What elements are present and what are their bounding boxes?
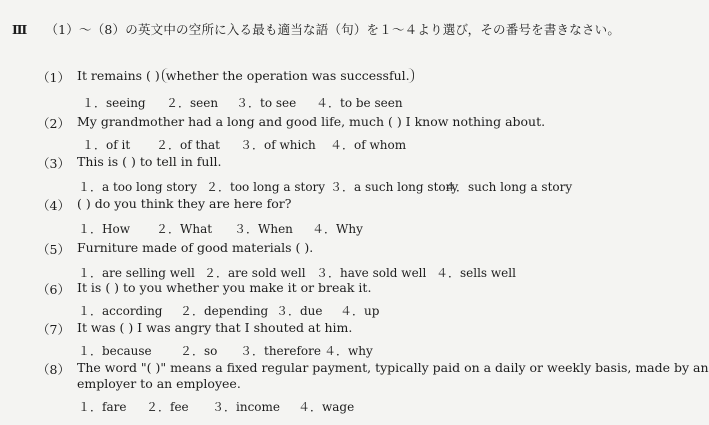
- question-text: This is ( ) to tell in full.: [77, 154, 222, 169]
- option: ２．depending: [180, 304, 269, 318]
- option: ３．due: [276, 304, 323, 318]
- option: ３．income: [212, 400, 280, 414]
- option: ３．therefore: [240, 344, 321, 358]
- option: １．because: [78, 344, 152, 358]
- option: ２．of that: [156, 138, 221, 152]
- option: ２．too long a story: [206, 180, 326, 194]
- option: ２．seen: [166, 96, 219, 110]
- option: ３．a such long story: [330, 180, 459, 194]
- option: １．of it: [82, 138, 131, 152]
- section-number: Ⅲ: [12, 22, 28, 37]
- section-instruction: （1）～（8）の英文中の空所に入る最も適当な語（句）を１～４より選び，その番号を書きなさい。: [45, 22, 621, 37]
- option: ３．have sold well: [316, 266, 427, 280]
- question-text: It was ( ) I was angry that I shouted at him.: [77, 320, 353, 335]
- question-sentence: It remains ( ): [77, 68, 160, 83]
- question-number: （1）: [37, 70, 70, 85]
- section-header: [12, 20, 621, 38]
- option: ２．fee: [146, 400, 189, 414]
- option: ３．When: [234, 222, 293, 236]
- option: １．are selling well: [78, 266, 195, 280]
- question-text: [77, 68, 414, 83]
- question-number: （8）: [37, 362, 70, 377]
- question-text: Furniture made of good materials ( ).: [77, 240, 314, 255]
- question-number: （6）: [37, 282, 70, 297]
- question-text: ( ) do you think they are here for?: [77, 196, 292, 211]
- question-text-continued: employer to an employee.: [77, 376, 241, 391]
- question-number: （5）: [37, 242, 70, 257]
- option: １．according: [78, 304, 163, 318]
- option: ２．so: [180, 344, 218, 358]
- option: ４．up: [340, 304, 380, 318]
- option: ４．Why: [312, 222, 363, 236]
- option: ２．are sold well: [204, 266, 306, 280]
- option: ２．What: [156, 222, 213, 236]
- question-number: （2）: [37, 116, 70, 131]
- option: ４．sells well: [436, 266, 516, 280]
- option: ３．to see: [236, 96, 297, 110]
- option: ３．of which: [240, 138, 316, 152]
- question-number: （3）: [37, 156, 70, 171]
- question-number: （4）: [37, 198, 70, 213]
- option: ４．such long a story: [444, 180, 573, 194]
- option: ４．to be seen: [316, 96, 403, 110]
- handwritten-annotation: whether the operation was successful.: [162, 68, 414, 83]
- option: １．seeing: [82, 96, 146, 110]
- question-text: It is ( ) to you whether you make it or break it.: [77, 280, 372, 295]
- option: １．fare: [78, 400, 127, 414]
- option: ４．wage: [298, 400, 355, 414]
- option: １．How: [78, 222, 130, 236]
- question-text: The word "( )" means a fixed regular payment, typically paid on a daily or weekly basis, made by an: [77, 360, 709, 375]
- question-text: My grandmother had a long and good life, much ( ) I know nothing about.: [77, 114, 546, 129]
- option: ４．why: [324, 344, 373, 358]
- option: ４．of whom: [330, 138, 407, 152]
- option: １．a too long story: [78, 180, 198, 194]
- question-number: （7）: [37, 322, 70, 337]
